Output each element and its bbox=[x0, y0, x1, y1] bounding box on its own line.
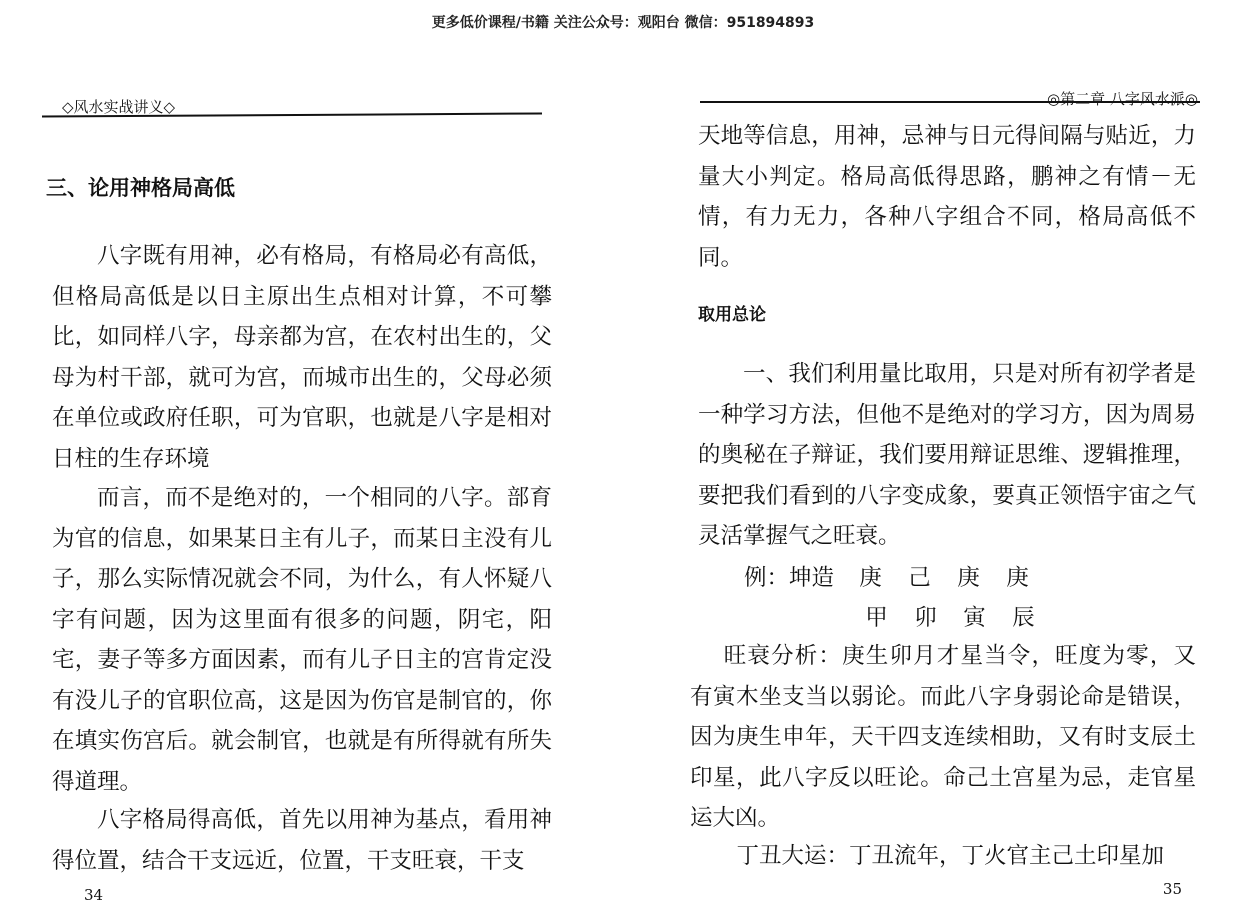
right-page-number: 35 bbox=[1162, 880, 1182, 898]
stem-4: 庚 bbox=[1006, 565, 1029, 591]
left-para1-text: 八字既有用神，必有格局，有格局必有高低，但格局高低是以日主原出生点相对计算，不可攀比，如同样八字，母亲都为宫，在农村出生的，父母为村干部，就可为宫，而城市出生的，父母必须在单位或政府任职，可为官职，也就是八字是相对日柱的生存环境 bbox=[52, 243, 552, 472]
example-branches-row bbox=[852, 600, 1048, 632]
right-para2-text: 一、我们利用量比取用，只是对所有初学者是一种学习方法，但他不是绝对的学习方，因为周易的奥秘在子辩证，我们要用辩证思维、逻辑推理，要把我们看到的八字变成象，要真正领悟宇宙之气灵活掌握气之旺衰。 bbox=[698, 361, 1196, 549]
left-paragraph-2 bbox=[52, 478, 552, 802]
stem-3: 庚 bbox=[957, 565, 980, 591]
right-paragraph-1 bbox=[698, 116, 1196, 278]
right-header-rule bbox=[700, 101, 1200, 103]
branch-4: 辰 bbox=[1012, 605, 1035, 631]
right-paragraph-3 bbox=[690, 636, 1196, 839]
right-paragraph-4 bbox=[714, 836, 1196, 877]
stem-1: 庚 bbox=[859, 565, 882, 591]
section-title: 三、论用神格局高低 bbox=[46, 176, 235, 200]
left-page bbox=[0, 0, 610, 908]
branch-1: 甲 bbox=[865, 605, 888, 631]
right-para1-text: 天地等信息，用神，忌神与日元得间隔与贴近，力量大小判定。格局高低得思路，鹏神之有情－无情，有力无力，各种八字组合不同，格局高低不同。 bbox=[698, 123, 1196, 271]
branch-3: 寅 bbox=[963, 605, 986, 631]
right-running-header: ◎第二章 八字风水派◎ bbox=[1047, 90, 1198, 108]
example-stems-row bbox=[744, 560, 1042, 592]
right-para3-text: 旺衰分析：庚生卯月才星当令，旺度为零，又有寅木坐支当以弱论。而此八字身弱论命是错误，因为庚生申年，天干四支连续相助，又有时支辰土印星，此八字反以旺论。命己土宫星为忌，走官星运大凶。 bbox=[690, 643, 1196, 831]
subhead: 取用总论 bbox=[698, 305, 766, 325]
branch-2: 卯 bbox=[914, 605, 937, 631]
right-para4-text: 丁丑大运：丁丑流年，丁火官主己土印星加 bbox=[736, 843, 1165, 869]
example-label: 例：坤造 bbox=[744, 565, 835, 591]
right-paragraph-2 bbox=[698, 354, 1196, 557]
left-running-header: ◇风水实战讲义◇ bbox=[62, 98, 176, 116]
left-paragraph-1 bbox=[52, 236, 552, 479]
stem-2: 己 bbox=[908, 565, 931, 591]
left-page-number: 34 bbox=[84, 886, 104, 904]
left-para3-text: 八字格局得高低，首先以用神为基点，看用神得位置，结合干支远近，位置，干支旺衰，干支 bbox=[52, 807, 552, 874]
top-banner: 更多低价课程/书籍 关注公众号：观阳台 微信：951894893 bbox=[431, 15, 815, 31]
left-paragraph-3 bbox=[52, 800, 552, 881]
left-para2-text: 而言，而不是绝对的，一个相同的八字。部育为官的信息，如果某日主有儿子，而某日主没有儿子，那么实际情况就会不同，为什么，有人怀疑八字有问题，因为这里面有很多的问题，阴宅，阳宅，妻子等多方面因素，而有儿子日主的宫肯定没有没儿子的官职位高，这是因为伤官是制官的，你在填实伤宫后。就会制官，也就是有所得就有所失得道理。 bbox=[52, 485, 552, 795]
right-page bbox=[630, 0, 1246, 908]
